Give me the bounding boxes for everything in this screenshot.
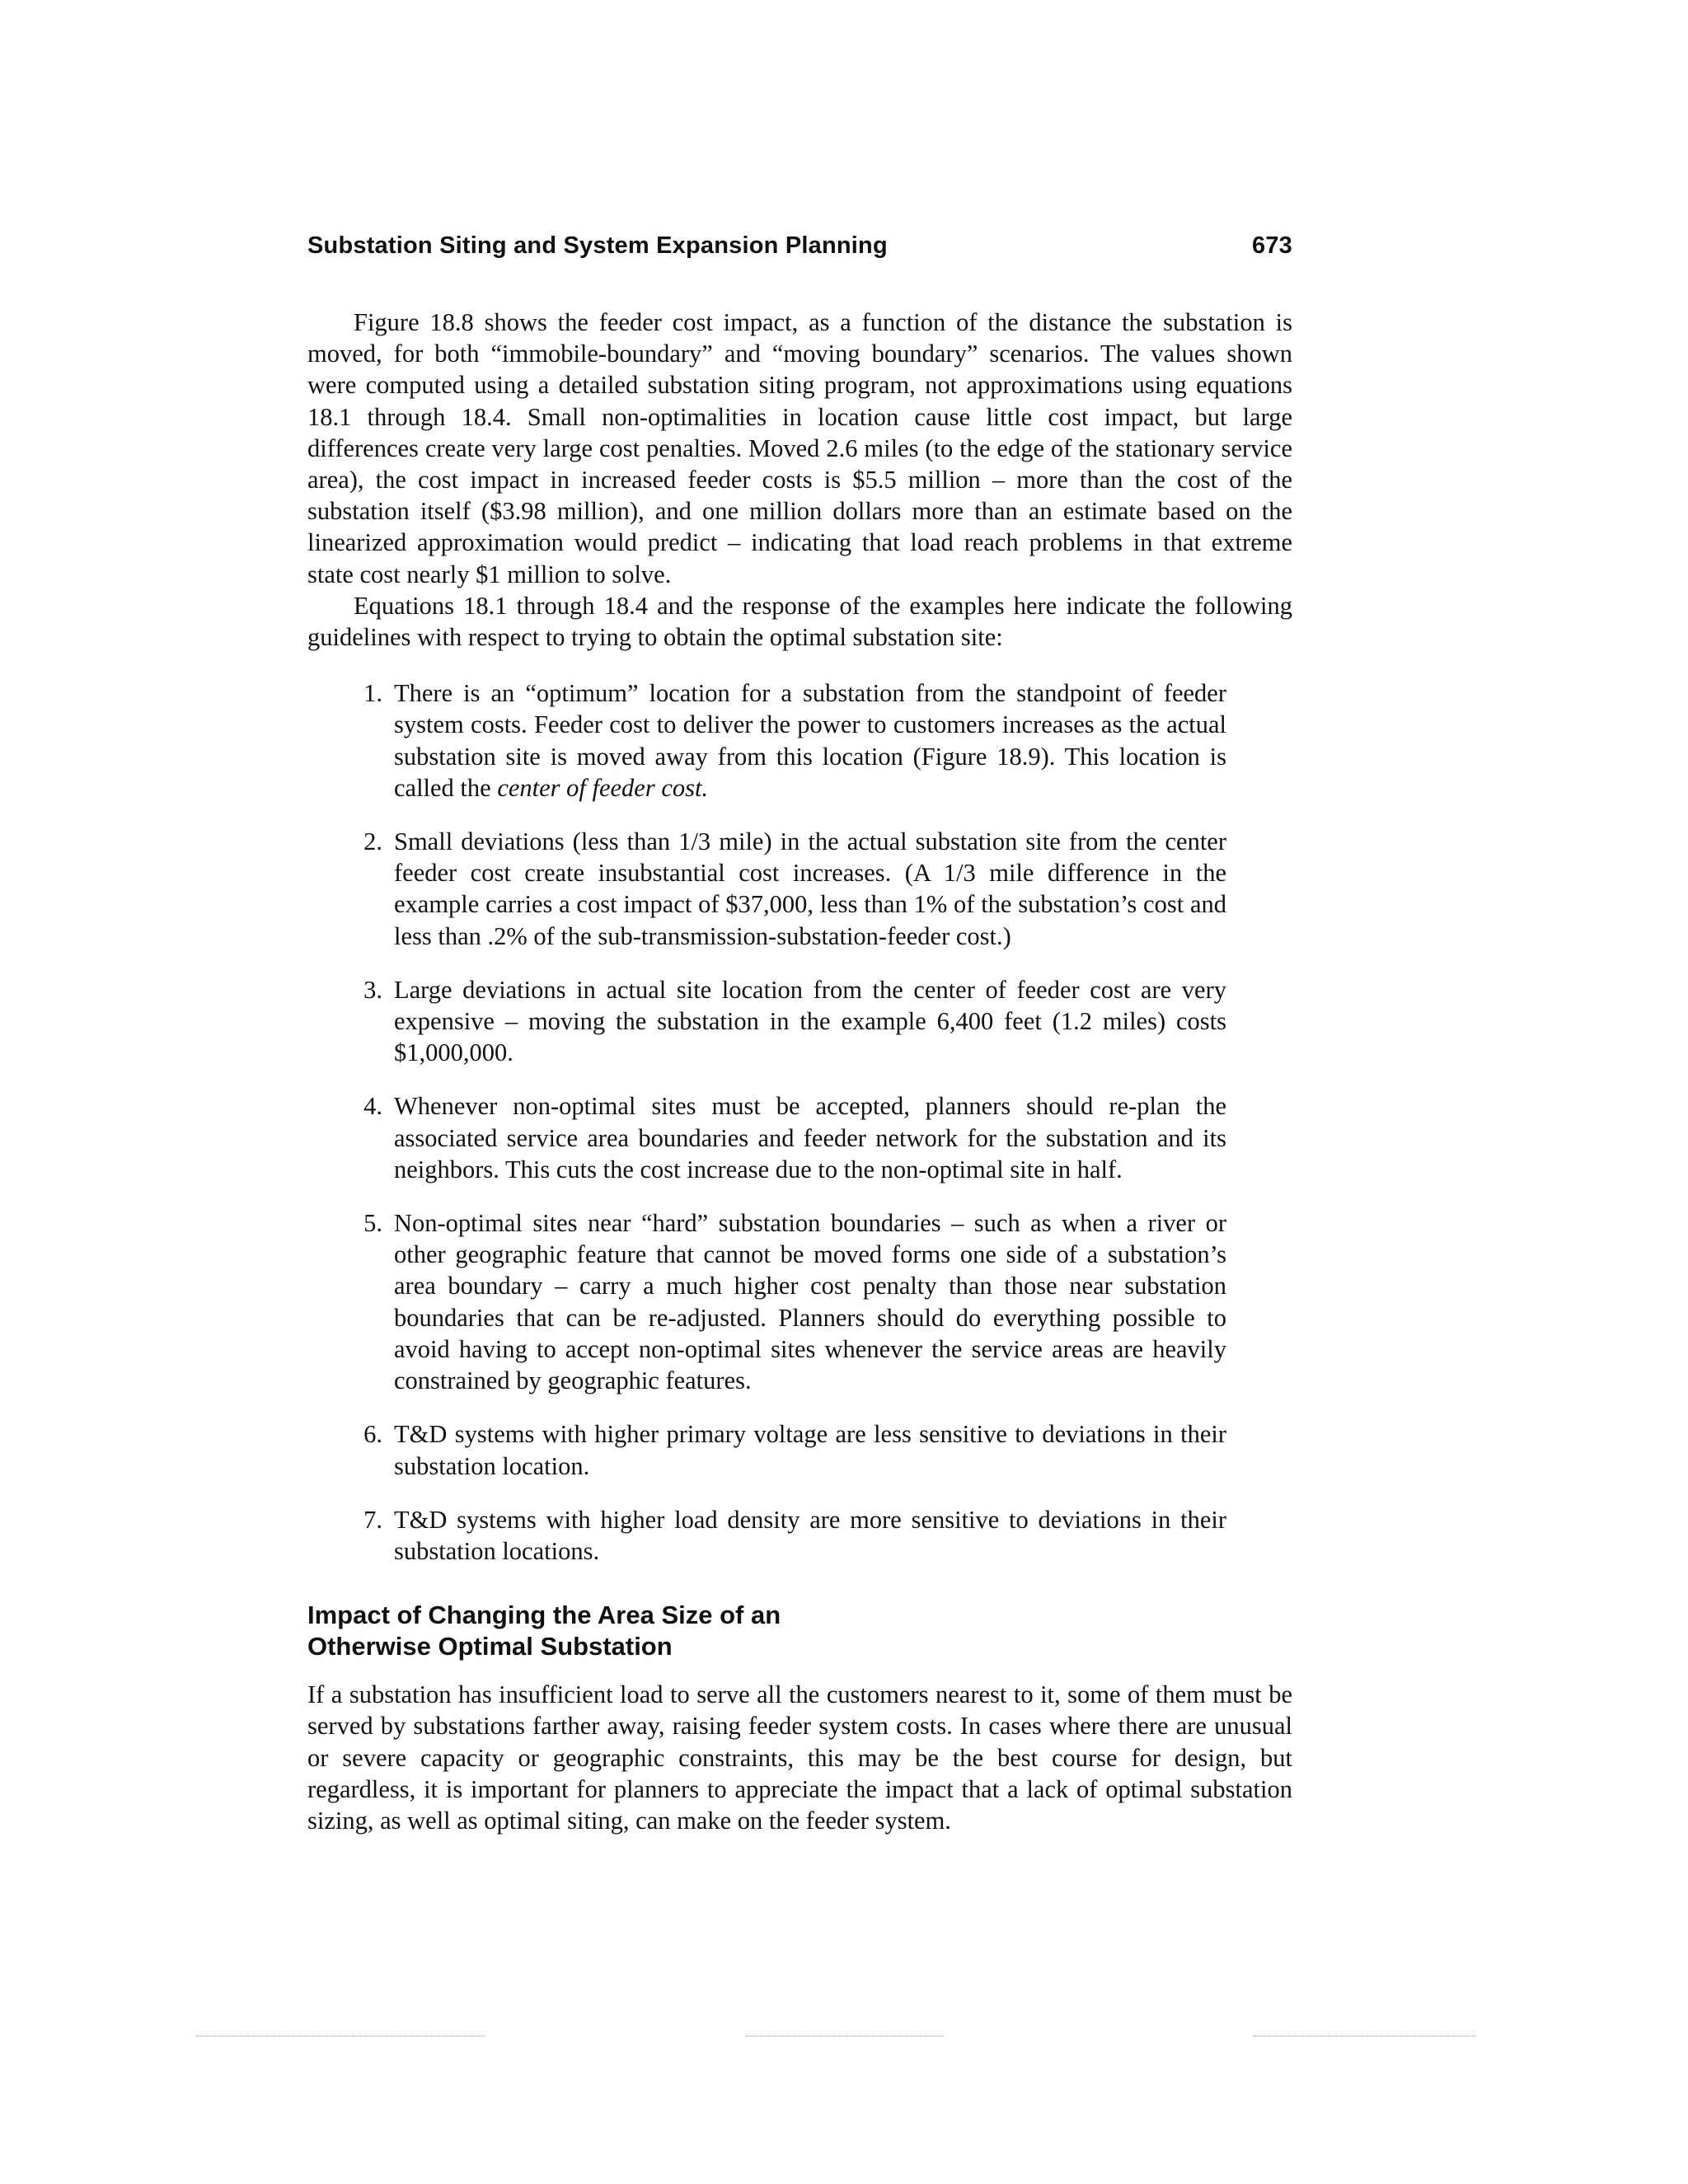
guideline-number: 2.	[363, 827, 382, 856]
book-page	[307, 232, 1292, 1836]
guideline-item	[307, 974, 1292, 1069]
guideline-item	[307, 677, 1292, 804]
guideline-text: T&D systems with higher load density are more sensitive to deviations in their substation locations.	[394, 1505, 1226, 1565]
section-heading-line-1: Impact of Changing the Area Size of an	[307, 1601, 781, 1630]
guideline-text: Non-optimal sites near “hard” substation boundaries – such as when a river or other geographic feature that cannot be moved forms one side of a substation’s area boundary – carry a much higher cost penalty than those near substation boundaries that can be re-adjusted. Planners should do everything possible to avoid having to accept non-optimal sites whenever the service areas are heavily constrained by geographic features.	[394, 1209, 1226, 1395]
guideline-number: 3.	[363, 975, 382, 1004]
running-head	[307, 232, 1292, 260]
section-heading-line-2: Otherwise Optimal Substation	[307, 1632, 673, 1661]
guideline-number: 4.	[363, 1092, 382, 1121]
guideline-text: Whenever non-optimal sites must be accepted, planners should re-plan the associated service area boundaries and feeder network for the substation and its neighbors. This cuts the cost increase due to the non-optimal site in half.	[394, 1092, 1226, 1183]
paragraph-area-size: If a substation has insufficient load to serve all the customers nearest to it, some of them must be served by substations farther away, raising feeder system costs. In cases where there are unusual or severe capacity or geographic constraints, this may be the best course for design, but regardless, it is important for planners to appreciate the impact that a lack of optimal substation sizing, as well as optimal siting, can make on the feeder system.	[307, 1680, 1292, 1835]
guideline-item	[307, 1418, 1292, 1481]
page-number: 673	[1252, 232, 1292, 259]
guideline-item	[307, 826, 1292, 952]
guideline-number: 6.	[363, 1420, 382, 1449]
guidelines-list	[307, 677, 1292, 1567]
guideline-text: There is an “optimum” location for a substation from the standpoint of feeder system costs. Feeder cost to deliver the power to customers increases as the actual substation site is moved away from this location (Figure 18.9). This location is called the center of feeder cost.	[394, 679, 1226, 802]
guideline-item	[307, 1504, 1292, 1567]
section-heading	[307, 1600, 1292, 1662]
guideline-emphasis: center of feeder cost.	[497, 773, 709, 802]
running-head-title: Substation Siting and System Expansion Planning	[307, 232, 888, 259]
guideline-item	[307, 1207, 1292, 1396]
guideline-number: 7.	[363, 1505, 382, 1534]
guideline-text: Large deviations in actual site location from the center of feeder cost are very expensive – moving the substation in the example 6,400 feet (1.2 miles) costs $1,000,000.	[394, 975, 1226, 1067]
guideline-number: 5.	[363, 1209, 382, 1238]
paragraph-guidelines-intro: Equations 18.1 through 18.4 and the response of the examples here indicate the following guidelines with respect to trying to obtain the optimal substation site:	[307, 591, 1292, 652]
page-body	[307, 307, 1292, 1836]
guideline-text: T&D systems with higher primary voltage are less sensitive to deviations in their substation location.	[394, 1420, 1226, 1480]
paragraph-figure-18-8: Figure 18.8 shows the feeder cost impact, as a function of the distance the substation is moved, for both “immobile-boundary” and “moving boundary” scenarios. The values shown were computed using a detailed substation siting program, not approximations using equations 18.1 through 18.4. Small non-optimalities in location cause little cost impact, but large differences create very large cost penalties. Moved 2.6 miles (to the edge of the stationary service area), the cost impact in increased feeder costs is $5.5 million – more than the cost of the substation itself ($3.98 million), and one million dollars more than an estimate based on the linearized approximation would predict – indicating that load reach problems in that extreme state cost nearly $1 million to solve.	[307, 308, 1292, 588]
guideline-item	[307, 1090, 1292, 1185]
guideline-number: 1.	[363, 679, 382, 708]
guideline-text: Small deviations (less than 1/3 mile) in the actual substation site from the center feeder cost create insubstantial cost increases. (A 1/3 mile difference in the example carries a cost impact of $37,000, less than 1% of the substation’s cost and less than .2% of the sub-transmission-substation-feeder cost.)	[394, 827, 1226, 950]
